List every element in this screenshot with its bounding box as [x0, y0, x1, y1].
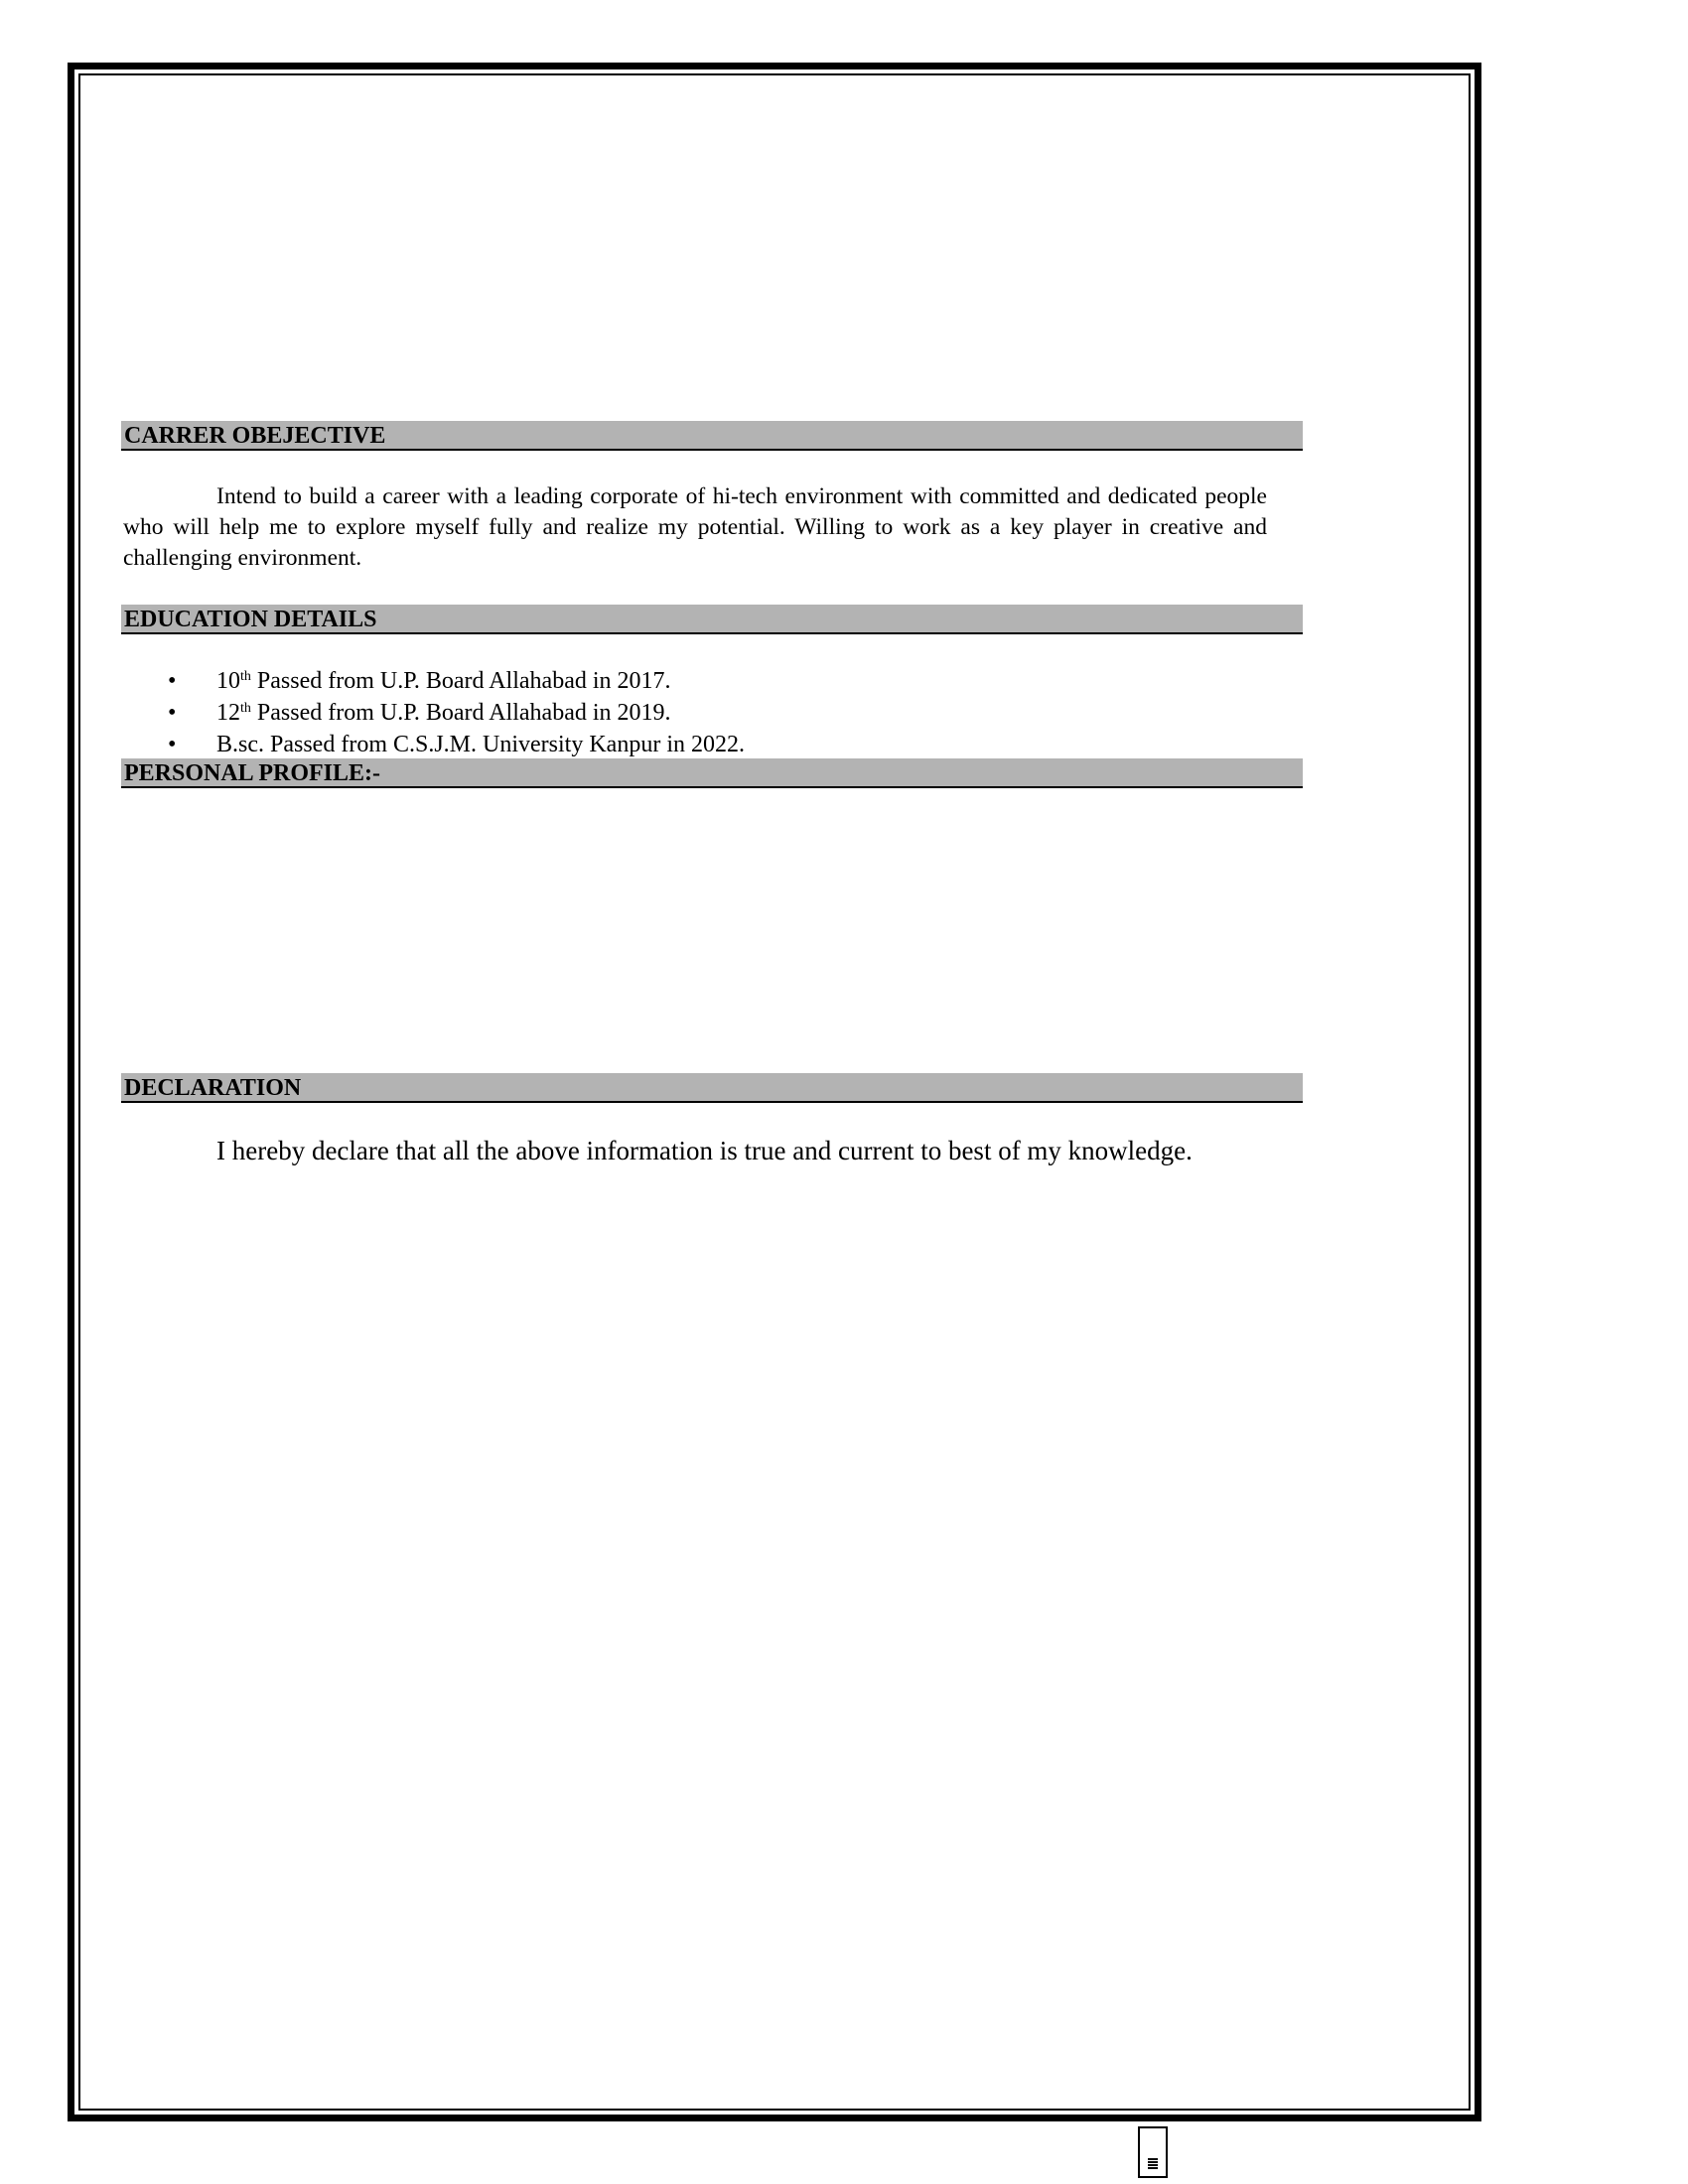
- bullet-icon: •: [168, 732, 177, 757]
- education-item-text: Passed from C.S.J.M. University Kanpur in 2022.: [264, 732, 745, 757]
- page-marker-glyph: [1148, 2158, 1158, 2170]
- education-item-num: 10: [216, 668, 240, 694]
- personal-profile-heading: PERSONAL PROFILE:-: [121, 758, 1303, 788]
- page-marker-icon: [1138, 2126, 1168, 2178]
- education-list: [123, 665, 745, 760]
- education-item-sup: th: [240, 701, 251, 716]
- education-item: [123, 665, 745, 697]
- education-item-sup: th: [240, 669, 251, 684]
- bullet-icon: •: [168, 668, 177, 694]
- career-objective-text: Intend to build a career with a leading corporate of hi-tech environment with committed and dedicated people who will help me to explore myself fully and realize my potential. Willing to work as a key player in creative and challenging environment.: [123, 483, 1267, 571]
- education-details-heading: EDUCATION DETAILS: [121, 605, 1303, 634]
- bullet-icon: •: [168, 700, 177, 726]
- declaration-text: I hereby declare that all the above information is true and current to best of my knowledge.: [216, 1136, 1193, 1165]
- education-item-num: B.sc.: [216, 732, 264, 757]
- education-item-text: Passed from U.P. Board Allahabad in 2019.: [250, 700, 671, 726]
- education-item: [123, 697, 745, 729]
- education-item-num: 12: [216, 700, 240, 726]
- career-objective-heading: CARRER OBEJECTIVE: [121, 421, 1303, 451]
- education-item-text: Passed from U.P. Board Allahabad in 2017.: [250, 668, 671, 694]
- declaration-heading: DECLARATION: [121, 1073, 1303, 1103]
- career-objective-paragraph: [123, 481, 1267, 574]
- education-item: [123, 729, 745, 760]
